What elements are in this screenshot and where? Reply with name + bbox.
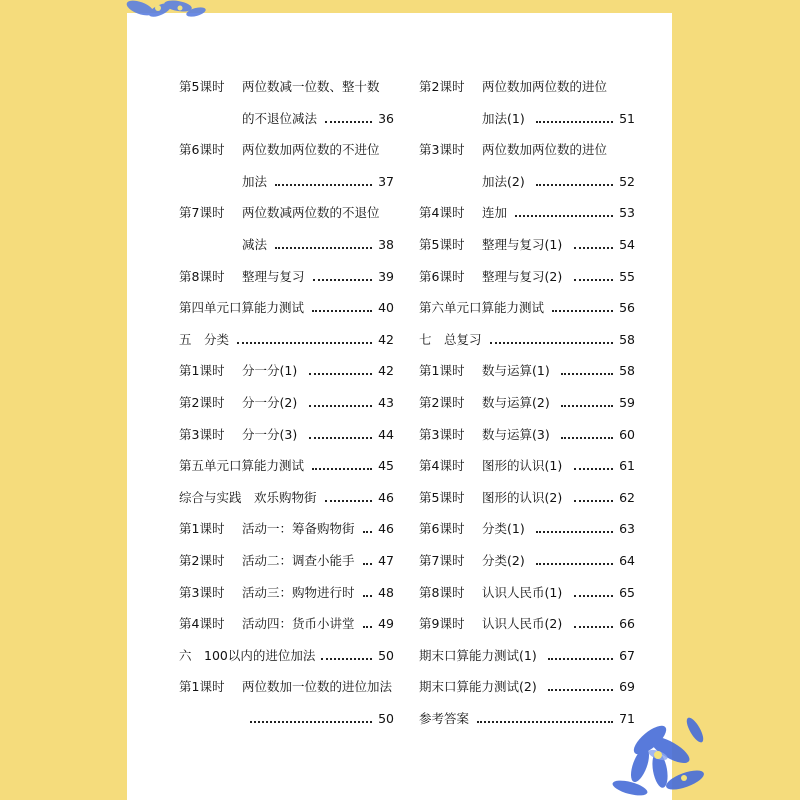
toc-entry — [419, 427, 635, 443]
leader-dots — [312, 468, 372, 470]
leader-dots — [561, 437, 613, 439]
page-number: 60 — [619, 426, 635, 442]
leader-dots — [536, 184, 613, 186]
lesson-number: 第8课时 — [179, 268, 225, 284]
toc-entry — [419, 300, 635, 316]
leader-dots — [574, 595, 614, 597]
toc-entry — [419, 585, 635, 601]
leader-dots — [313, 279, 373, 281]
lesson-number: 第7课时 — [419, 553, 465, 568]
page-number: 62 — [619, 489, 635, 505]
toc-entry — [179, 269, 394, 285]
book-page — [127, 13, 672, 800]
toc-entry — [179, 363, 394, 379]
leader-dots — [574, 247, 614, 249]
entry-title: 第四单元口算能力测试 — [179, 300, 305, 316]
toc-entry — [179, 679, 394, 695]
entry-title: 的不退位减法 — [242, 110, 318, 126]
lesson-number: 第2课时 — [419, 395, 465, 410]
entry-title: 图形的认识(1) — [482, 458, 563, 474]
entry-title: 分类(2) — [482, 553, 525, 568]
lesson-number: 第5课时 — [419, 237, 465, 252]
toc-entry — [179, 142, 394, 158]
page-number: 42 — [378, 363, 394, 379]
leader-dots — [275, 184, 372, 186]
entry-title: 分类(1) — [482, 521, 525, 537]
page-number: 59 — [619, 395, 635, 410]
page-number: 65 — [619, 584, 635, 600]
entry-title: 六 100以内的进位加法 — [179, 647, 316, 663]
page-number: 71 — [619, 711, 635, 726]
flower-decoration-bottom-right-icon — [600, 700, 710, 800]
entry-title: 减法 — [242, 237, 268, 252]
page-number: 69 — [619, 679, 635, 695]
entry-title: 整理与复习 — [242, 268, 305, 284]
lesson-number: 第2课时 — [179, 395, 225, 410]
toc-entry — [419, 616, 635, 632]
lesson-number: 第4课时 — [179, 616, 225, 632]
leader-dots — [561, 373, 613, 375]
page-number: 56 — [619, 300, 635, 316]
page-number: 50 — [378, 647, 394, 663]
entry-title: 七 总复习 — [419, 331, 482, 347]
entry-title: 加法(2) — [482, 173, 525, 189]
page-number: 66 — [619, 616, 635, 632]
page-number: 52 — [619, 173, 635, 189]
leader-dots — [309, 405, 373, 407]
toc-entry — [179, 458, 394, 474]
toc-entry — [179, 648, 394, 664]
lesson-number: 第5课时 — [419, 489, 465, 505]
lesson-number: 第2课时 — [179, 553, 225, 568]
toc-entry — [179, 237, 394, 253]
leader-dots — [515, 215, 613, 217]
lesson-number: 第5课时 — [179, 79, 225, 94]
leader-dots — [477, 721, 613, 723]
leader-dots — [574, 626, 614, 628]
entry-title: 两位数加两位数的进位 — [482, 142, 608, 158]
toc-entry — [179, 616, 394, 632]
lesson-number: 第1课时 — [179, 679, 225, 695]
entry-title: 第六单元口算能力测试 — [419, 300, 545, 316]
leader-dots — [536, 121, 613, 123]
leader-dots — [363, 531, 373, 533]
page-number: 42 — [378, 331, 394, 347]
toc-entry — [419, 174, 635, 190]
leader-dots — [561, 405, 613, 407]
entry-title: 期末口算能力测试(2) — [419, 679, 537, 695]
toc-entry — [419, 205, 635, 221]
page-number: 44 — [378, 426, 394, 442]
entry-title: 两位数加两位数的进位 — [482, 79, 608, 94]
leader-dots — [363, 595, 373, 597]
leader-dots — [309, 373, 373, 375]
leader-dots — [363, 626, 373, 628]
leader-dots — [574, 468, 614, 470]
page-number: 58 — [619, 363, 635, 379]
page-number: 67 — [619, 647, 635, 663]
leader-dots — [574, 500, 614, 502]
page-number: 50 — [378, 711, 394, 726]
leader-dots — [536, 531, 613, 533]
entry-title: 五 分类 — [179, 331, 230, 347]
entry-title: 分一分(2) — [242, 395, 298, 410]
entry-title: 连加 — [482, 205, 508, 221]
toc-entry — [179, 174, 394, 190]
page-number: 55 — [619, 268, 635, 284]
entry-title: 整理与复习(2) — [482, 268, 563, 284]
lesson-number: 第2课时 — [419, 79, 465, 94]
lesson-number: 第3课时 — [179, 584, 225, 600]
lesson-number: 第4课时 — [419, 458, 465, 474]
toc-entry — [179, 332, 394, 348]
page-number: 46 — [378, 521, 394, 537]
toc-entry — [419, 395, 635, 411]
entry-title: 参考答案 — [419, 711, 470, 726]
entry-title: 活动一：筹备购物街 — [242, 521, 355, 537]
page-number: 40 — [378, 300, 394, 316]
lesson-number: 第9课时 — [419, 616, 465, 632]
toc-entry — [419, 553, 635, 569]
lesson-number: 第3课时 — [419, 426, 465, 442]
entry-title: 认识人民币(2) — [482, 616, 563, 632]
lesson-number: 第1课时 — [419, 363, 465, 379]
entry-title: 两位数加一位数的进位加法 — [242, 679, 393, 695]
toc-entry — [419, 458, 635, 474]
entry-title: 两位数减两位数的不退位 — [242, 205, 380, 221]
toc-entry — [179, 521, 394, 537]
entry-title: 分一分(1) — [242, 363, 298, 379]
entry-title: 加法(1) — [482, 110, 525, 126]
page-number: 58 — [619, 331, 635, 347]
leader-dots — [574, 279, 614, 281]
lesson-number: 第1课时 — [179, 363, 225, 379]
flower-decoration-top-left-icon — [120, 0, 210, 30]
toc-entry — [419, 490, 635, 506]
entry-title: 图形的认识(2) — [482, 489, 563, 505]
entry-title: 活动三：购物进行时 — [242, 584, 355, 600]
page-number: 49 — [378, 616, 394, 632]
page-number: 45 — [378, 458, 394, 474]
entry-title: 两位数加两位数的不进位 — [242, 142, 380, 158]
entry-title: 整理与复习(1) — [482, 237, 563, 252]
toc-entry — [419, 111, 635, 127]
leader-dots — [312, 310, 372, 312]
entry-title: 期末口算能力测试(1) — [419, 647, 537, 663]
entry-title: 第五单元口算能力测试 — [179, 458, 305, 474]
toc-entry — [179, 427, 394, 443]
toc-entry — [419, 79, 635, 95]
toc-entry — [419, 363, 635, 379]
page-number: 48 — [378, 584, 394, 600]
entry-title: 综合与实践 欢乐购物街 — [179, 489, 317, 505]
page-number: 51 — [619, 110, 635, 126]
lesson-number: 第8课时 — [419, 584, 465, 600]
lesson-number: 第6课时 — [419, 521, 465, 537]
page-number: 53 — [619, 205, 635, 221]
leader-dots — [309, 437, 373, 439]
toc-entry — [419, 679, 635, 695]
page-number: 64 — [619, 553, 635, 568]
leader-dots — [275, 247, 372, 249]
toc-entry — [179, 79, 394, 95]
page-number: 36 — [378, 110, 394, 126]
leader-dots — [237, 342, 372, 344]
leader-dots — [490, 342, 614, 344]
leader-dots — [536, 563, 613, 565]
leader-dots — [250, 721, 372, 723]
toc-entry — [419, 237, 635, 253]
toc-entry — [419, 332, 635, 348]
toc-entry — [419, 648, 635, 664]
entry-title: 数与运算(3) — [482, 426, 550, 442]
leader-dots — [363, 563, 373, 565]
entry-title: 活动四：货币小讲堂 — [242, 616, 355, 632]
lesson-number: 第6课时 — [419, 268, 465, 284]
toc-entry — [179, 711, 394, 727]
entry-title: 加法 — [242, 173, 268, 189]
lesson-number: 第1课时 — [179, 521, 225, 537]
entry-title: 分一分(3) — [242, 426, 298, 442]
lesson-number: 第3课时 — [419, 142, 465, 158]
entry-title: 两位数减一位数、整十数 — [242, 79, 380, 94]
leader-dots — [325, 500, 373, 502]
leader-dots — [552, 310, 613, 312]
toc-entry — [179, 111, 394, 127]
leader-dots — [548, 658, 613, 660]
toc-entry — [419, 521, 635, 537]
leader-dots — [548, 689, 613, 691]
page-number: 43 — [378, 395, 394, 410]
toc-entry — [179, 395, 394, 411]
toc-entry — [419, 142, 635, 158]
entry-title: 认识人民币(1) — [482, 584, 563, 600]
page-number: 47 — [378, 553, 394, 568]
page-number: 61 — [619, 458, 635, 474]
page-number: 39 — [378, 268, 394, 284]
toc-entry — [179, 490, 394, 506]
toc-entry — [179, 205, 394, 221]
toc-entry — [179, 553, 394, 569]
leader-dots — [325, 121, 372, 123]
page-number: 37 — [378, 173, 394, 189]
page-number: 38 — [378, 237, 394, 252]
toc-entry — [179, 585, 394, 601]
leader-dots — [321, 658, 373, 660]
page-number: 54 — [619, 237, 635, 252]
entry-title: 活动二：调查小能手 — [242, 553, 355, 568]
page-number: 46 — [378, 489, 394, 505]
toc-entry — [419, 269, 635, 285]
toc-entry — [179, 300, 394, 316]
page-number: 63 — [619, 521, 635, 537]
entry-title: 数与运算(2) — [482, 395, 550, 410]
lesson-number: 第7课时 — [179, 205, 225, 221]
lesson-number: 第3课时 — [179, 426, 225, 442]
lesson-number: 第6课时 — [179, 142, 225, 158]
entry-title: 数与运算(1) — [482, 363, 550, 379]
lesson-number: 第4课时 — [419, 205, 465, 221]
